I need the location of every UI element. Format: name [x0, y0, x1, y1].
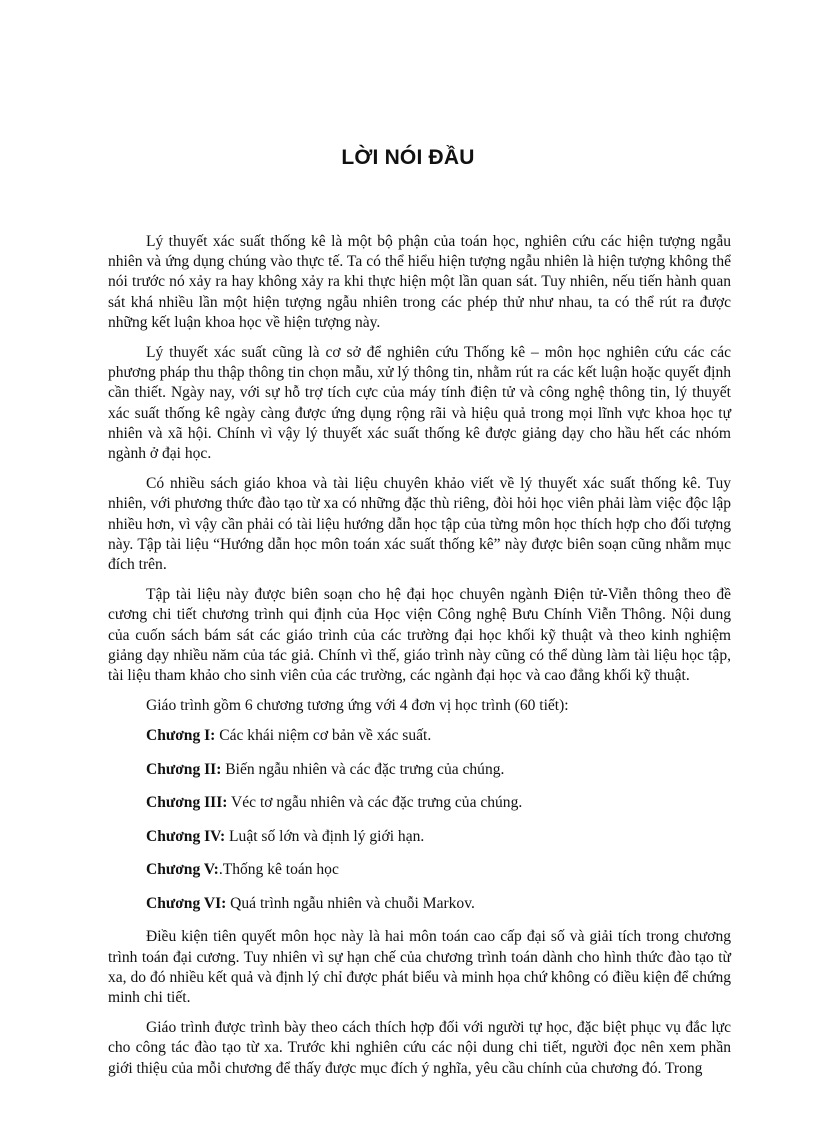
paragraph-3: Có nhiều sách giáo khoa và tài liệu chuyên khảo viết về lý thuyết xác suất thống kê. Tuy nhiên, với phương thức đào tạo từ xa có những đặc thù riêng, đòi hỏi học viên phải làm việc độc lập nhiều hơn, vì vậy cần phải có tài liệu hướng dẫn học tập của từng môn học thích hợp cho đối tượng này. Tập tài liệu “Hướng dẫn học môn toán xác suất thống kê” này được biên soạn cũng nhằm mục đích trên.: [108, 475, 731, 574]
paragraph-4: Tập tài liệu này được biên soạn cho hệ đại học chuyên ngành Điện tử-Viễn thông theo đề cương chi tiết chương trình qui định của Học viện Công nghệ Bưu Chính Viễn Thông. Nội dung của cuốn sách bám sát các giáo trình của các trường đại học khối kỹ thuật và theo kinh nghiệm giảng dạy nhiều năm của tác giả. Chính vì thế, giáo trình này cũng có thể dùng làm tài liệu học tập, tài liệu tham khảo cho sinh viên của các trường, các ngành đại học và cao đẳng khối kỹ thuật.: [108, 586, 731, 685]
document-body: [108, 232, 731, 1089]
chapter-label: Chương III:: [146, 794, 228, 812]
chapter-label: Chương V:: [146, 861, 219, 879]
chapter-text: Các khái niệm cơ bản về xác suất.: [215, 727, 432, 745]
paragraph-5: Giáo trình gồm 6 chương tương ứng với 4 đơn vị học trình (60 tiết):: [146, 697, 569, 715]
chapter-item-5: [108, 860, 731, 880]
chapter-label: Chương I:: [146, 727, 216, 745]
chapter-text: .Thống kê toán học: [218, 861, 339, 879]
chapter-item-4: [108, 827, 731, 847]
chapter-label: Chương VI:: [146, 894, 227, 912]
chapter-item-6: [108, 894, 731, 914]
chapter-text: Véc tơ ngẫu nhiên và các đặc trưng của chúng.: [227, 794, 523, 812]
chapter-item-1: [108, 726, 731, 746]
chapter-text: Biến ngẫu nhiên và các đặc trưng của chúng.: [221, 760, 505, 778]
chapter-item-3: [108, 793, 731, 813]
paragraph-7: Giáo trình được trình bày theo cách thích hợp đối với người tự học, đặc biệt phục vụ đắc lực cho công tác đào tạo từ xa. Trước khi nghiên cứu các nội dung chi tiết, người đọc nên xem phần giới thiệu của mỗi chương để thấy được mục đích ý nghĩa, yêu cầu chính của chương đó. Trong: [108, 1019, 731, 1077]
chapter-item-2: [108, 760, 731, 780]
chapter-label: Chương IV:: [146, 827, 226, 845]
chapter-text: Quá trình ngẫu nhiên và chuỗi Markov.: [226, 894, 475, 912]
page-title: LỜI NÓI ĐẦU: [341, 146, 475, 169]
paragraph-2: Lý thuyết xác suất cũng là cơ sở để nghiên cứu Thống kê – môn học nghiên cứu các các phương pháp thu thập thông tin chọn mẫu, xử lý thông tin, nhằm rút ra các kết luận hoặc quyết định cần thiết. Ngày nay, với sự hỗ trợ tích cực của máy tính điện tử và công nghệ thông tin, lý thuyết xác suất thống kê ngày càng được ứng dụng rộng rãi và hiệu quả trong mọi lĩnh vực khoa học tự nhiên và xã hội. Chính vì vậy lý thuyết xác suất thống kê được giảng dạy cho hầu hết các nhóm ngành ở đại học.: [108, 344, 731, 463]
chapter-text: Luật số lớn và định lý giới hạn.: [225, 827, 425, 845]
chapter-label: Chương II:: [146, 760, 222, 778]
paragraph-6: Điều kiện tiên quyết môn học này là hai môn toán cao cấp đại số và giải tích trong chương trình toán đại cương. Tuy nhiên vì sự hạn chế của chương trình toán dành cho hình thức đào tạo từ xa, do đó nhiều kết quả và định lý chỉ được phát biểu và minh họa chứ không có điều kiện để chứng minh chi tiết.: [108, 928, 731, 1007]
paragraph-1: Lý thuyết xác suất thống kê là một bộ phận của toán học, nghiên cứu các hiện tượng ngẫu nhiên và ứng dụng chúng vào thực tế. Ta có thể hiểu hiện tượng ngẫu nhiên là hiện tượng không thể nói trước nó xảy ra hay không xảy ra khi thực hiện một lần quan sát. Tuy nhiên, nếu tiến hành quan sát khá nhiều lần một hiện tượng ngẫu nhiên trong các phép thử như nhau, ta có thể rút ra được những kết luận khoa học về hiện tượng này.: [108, 233, 731, 331]
